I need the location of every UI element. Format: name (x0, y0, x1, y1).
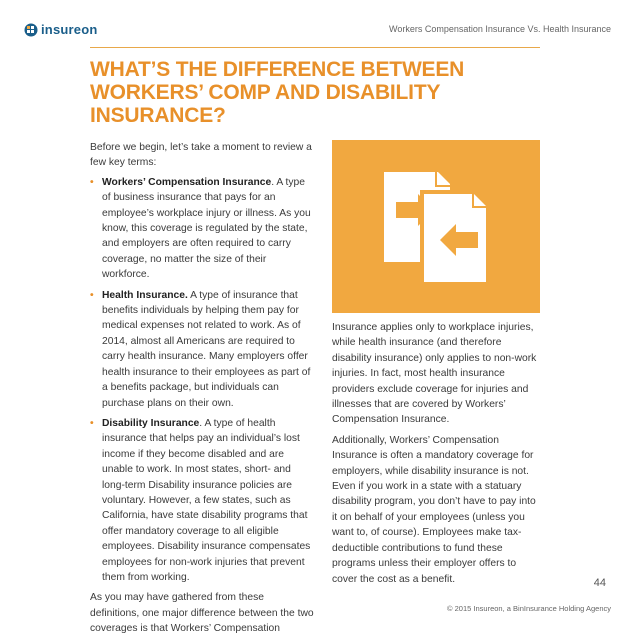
intro-paragraph: Before we begin, let’s take a moment to review a few key terms: (90, 142, 312, 169)
insureon-logo-icon (24, 23, 38, 37)
term-disability-insurance: Disability Insurance (102, 417, 200, 429)
logo-text: insureon (41, 22, 98, 37)
bullet-icon: • (90, 417, 94, 429)
list-item (90, 416, 315, 585)
right-column (332, 320, 542, 592)
term-health-insurance: Health Insurance. (102, 289, 188, 301)
header-divider (90, 47, 540, 48)
document-exchange-figure (332, 140, 540, 313)
document-title: Workers Compensation Insurance Vs. Health Insurance (389, 24, 611, 34)
insureon-logo (24, 22, 98, 37)
document-exchange-icon (332, 140, 540, 313)
page-title: WHAT’S THE DIFFERENCE BETWEEN WORKERS’ COMP AND DISABILITY INSURANCE? (90, 58, 465, 127)
paragraph: Insurance applies only to workplace injuries, while health insurance (and therefore disability insurance) only applies to non-work injuries. In fact, most health insurance providers exclude coverage for injuries and illnesses that are covered by Workers’ Compensation Insurance. (332, 322, 537, 426)
list-item (90, 288, 315, 411)
paragraph: Additionally, Workers’ Compensation Insurance is often a mandatory coverage for employers, while disability insurance is not. Even if you work in a state with a statuary disability program, you don’t have to pay into it on behalf of your employees (unless you want to, of course). Employees make tax-deductible contributions to fund these programs unless their employer offers to cover the cost as a benefit. (332, 434, 536, 585)
bullet-icon: • (90, 176, 94, 188)
term-definition: . A type of health insurance that helps pay an individual’s lost income if they become disabled and are unable to work. In most states, short- and long-term Disability insurance policies are voluntary. However, a few states, such as California, have state disability programs that offer mandatory coverage to all eligible employees. Disability insurance compensates employees for non-work injuries that prevent them from working. (102, 417, 311, 583)
term-definition: . A type of business insurance that pays for an employee’s workplace injury or illness. As you know, this coverage is regulated by the state, and employers are often required to carry coverage, no matter the size of their workforce. (102, 176, 311, 281)
bullet-icon: • (90, 289, 94, 301)
outro-paragraph: As you may have gathered from these definitions, one major difference between the two coverages is that Workers’ Compensation (90, 592, 314, 635)
left-column (90, 140, 315, 641)
page-number: 44 (593, 577, 606, 589)
list-item (90, 175, 315, 283)
term-definition: A type of insurance that benefits individuals by helping them pay for medical expenses not related to work. As of 2014, almost all Americans are required to carry health insurance. Many employers offer health insurance to their employees as part of a benefits package, but individuals can purchase plans on their own. (102, 289, 311, 409)
terms-list (90, 175, 315, 586)
copyright-notice: © 2015 Insureon, a BinInsurance Holding Agency (447, 604, 611, 613)
term-workers-comp: Workers’ Compensation Insurance (102, 176, 272, 188)
